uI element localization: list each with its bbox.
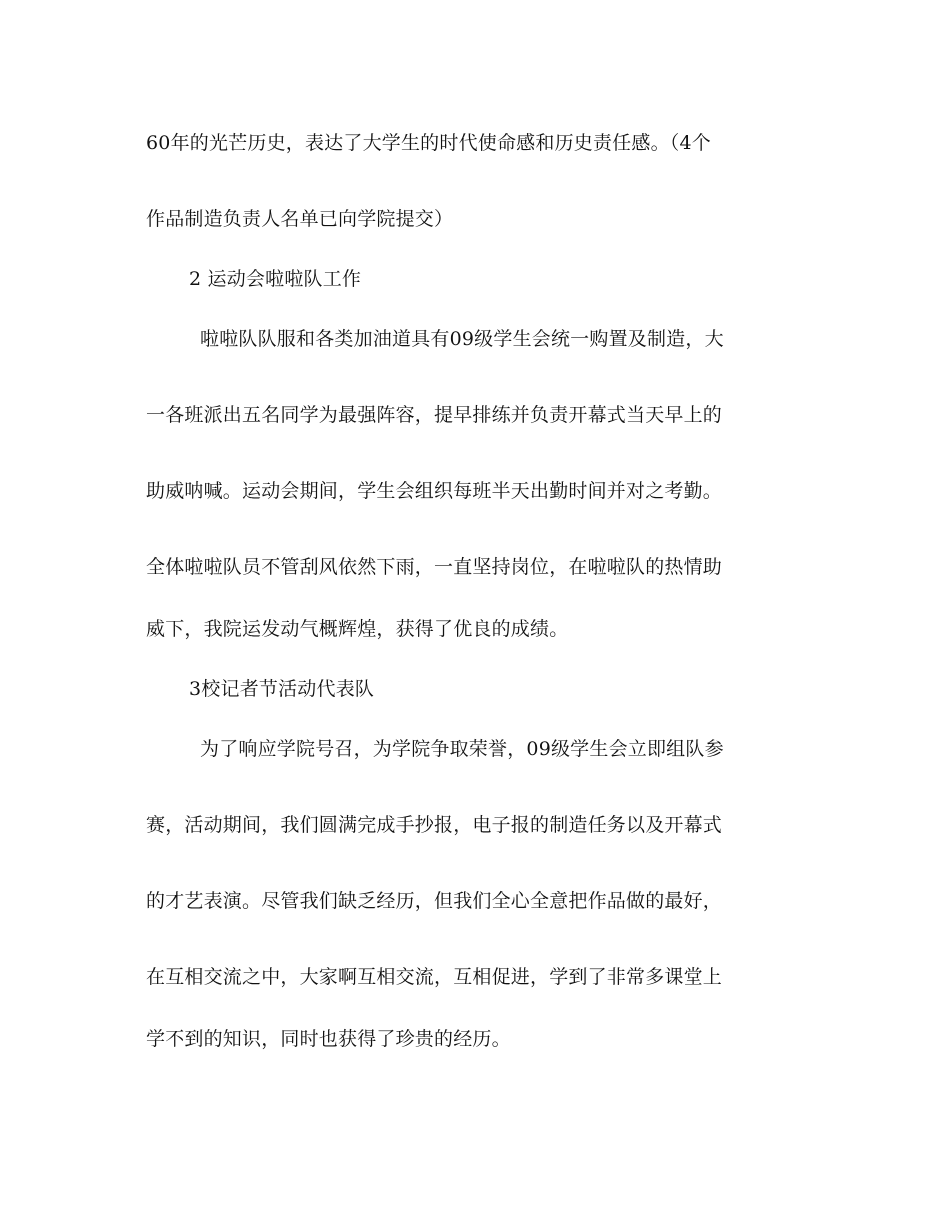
paragraph-line: 威下，我院运发动气概辉煌，获得了优良的成绩。: [146, 618, 569, 640]
paragraph-line: 为了响应学院号召，为学院争取荣誉，09级学生会立即组队参: [200, 738, 724, 760]
paragraph-line: 赛，活动期间，我们圆满完成手抄报，电子报的制造任务以及开幕式: [146, 814, 723, 836]
paragraph-line: 啦啦队队服和各类加油道具有09级学生会统一购置及制造，大: [200, 328, 724, 350]
paragraph-line: 的才艺表演。尽管我们缺乏经历，但我们全心全意把作品做的最好，: [146, 890, 723, 912]
paragraph-line: 一各班派出五名同学为最强阵容，提早排练并负责开幕式当天早上的: [146, 404, 723, 426]
section-heading: 3校记者节活动代表队: [189, 678, 375, 700]
paragraph-line: 在互相交流之中，大家啊互相交流，互相促进，学到了非常多课堂上: [146, 966, 723, 988]
paragraph-line: 学不到的知识，同时也获得了珍贵的经历。: [146, 1028, 511, 1050]
paragraph-line: 60年的光芒历史，表达了大学生的时代使命感和历史责任感。（4个: [146, 132, 711, 154]
section-heading: 2 运动会啦啦队工作: [189, 268, 362, 290]
paragraph-line: 作品制造负责人名单已向学院提交）: [146, 208, 454, 230]
paragraph-line: 助威呐喊。运动会期间，学生会组织每班半天出勤时间并对之考勤。: [146, 480, 723, 502]
paragraph-line: 全体啦啦队员不管刮风依然下雨，一直坚持岗位，在啦啦队的热情助: [146, 556, 723, 578]
